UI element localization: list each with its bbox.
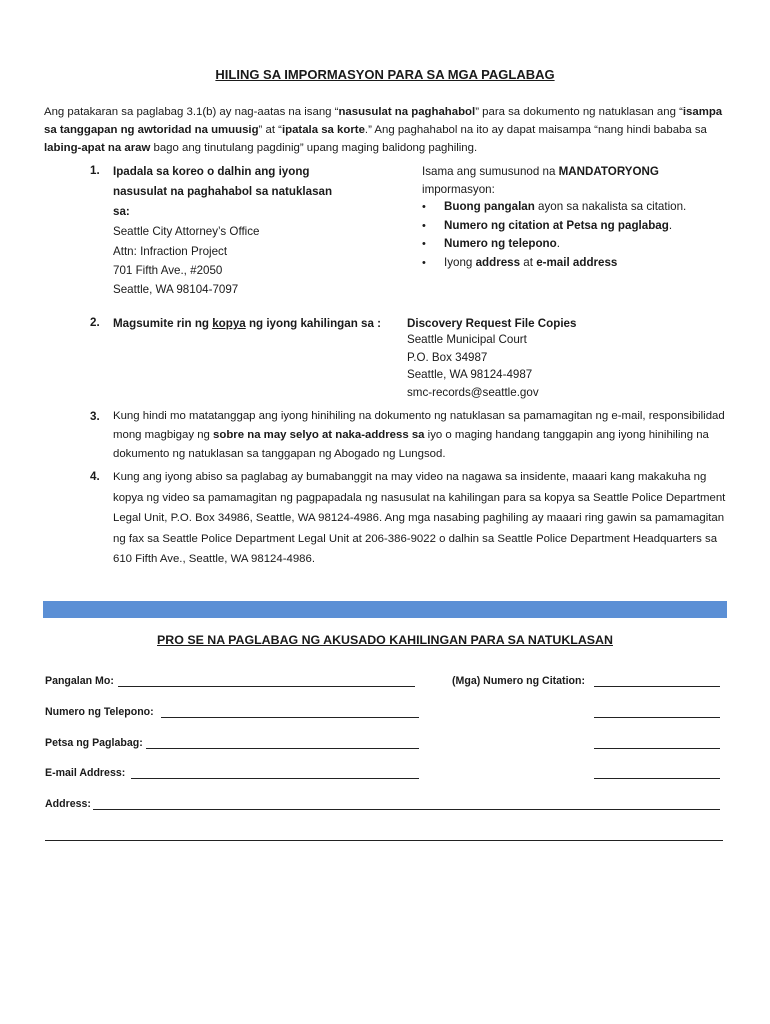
recipient-address: [407, 331, 539, 401]
recipient-line: P.O. Box 34987: [407, 350, 488, 364]
list-item: [422, 235, 686, 254]
bullet-icon: •: [422, 256, 426, 269]
bullet-text: .: [668, 218, 673, 232]
bullet-bold: Buong pangalan: [444, 200, 535, 213]
address-field-line-2[interactable]: [45, 840, 723, 841]
item-2-label-text: ng iyong kahilingan sa :: [245, 317, 381, 330]
recipient-email: smc-records@seattle.gov: [407, 385, 539, 399]
item-3-bold: sobre na may selyo at naka-address sa: [213, 429, 425, 441]
bullet-icon: •: [422, 201, 426, 213]
citation-field-extra[interactable]: [594, 748, 720, 749]
phone-label: Numero ng Telepono:: [45, 706, 154, 718]
citation-label: (Mga) Numero ng Citation:: [452, 675, 585, 687]
intro-bold-term: ipatala sa korte: [281, 124, 365, 136]
bullet-bold: Numero ng telepono: [444, 237, 557, 250]
intro-bold-term: labing-apat na araw: [44, 142, 151, 154]
phone-field[interactable]: [161, 717, 419, 718]
item-3-text: Kung hindi mo matatanggap ang iyong hinihiling na dokumento ng natuklasan sa pamamagitan ng e-mail, responsibilidad mong magbigay ng: [113, 410, 725, 441]
item-1-heading-line: Ipadala sa koreo o dalhin ang iyong: [113, 165, 310, 178]
item-2-label-underlined: kopya: [212, 317, 246, 330]
item-1-number: 1.: [90, 164, 100, 177]
mandatory-intro-line2: impormasyon:: [422, 183, 495, 196]
item-1-heading-line: nasusulat na paghahabol sa natuklasan: [113, 185, 333, 198]
item-1-address-line: Seattle City Attorney’s Office: [113, 225, 260, 238]
intro-text: ” at “: [258, 124, 282, 136]
citation-field-extra[interactable]: [594, 778, 720, 779]
form-title: PRO SE NA PAGLABAG NG AKUSADO KAHILINGAN PARA SA NATUKLASAN: [157, 633, 613, 647]
intro-bold-term: isampa sa tanggapan ng awtoridad na umuusig: [44, 106, 723, 136]
item-4-paragraph: Kung ang iyong abiso sa paglabag ay bumabanggit na may video na nagawa sa insidente, maaari kang makakuha ng kopya ng video sa pamamagitan ng pagpapadala ng nasusulat na kahilingan para sa kopya sa Seattle Police Department Legal Unit, P.O. Box 34986, Seattle, WA 98124-4986. Ang mga nasabing paghiling ay maaari ring gawin sa pamamagitan ng fax sa Seattle Police Department Legal Unit at 206-386-9022 o dalhin sa Seattle Police Department Headquarters sa 610 Fifth Ave., Seattle, WA 98124-4986.: [113, 471, 726, 565]
mandatory-list: [422, 198, 686, 272]
bullet-text: ayon sa nakalista sa citation.: [534, 200, 687, 213]
mandatory-intro: [422, 162, 659, 181]
item-2-number: 2.: [90, 316, 100, 329]
intro-text: bago ang tinutulang pagdinig” upang maging balidong paghiling.: [150, 142, 478, 154]
address-label: Address:: [45, 798, 91, 810]
bullet-text: at: [520, 255, 537, 269]
item-2-label-text: Magsumite rin ng: [113, 317, 213, 330]
bullet-text: Iyong: [444, 255, 476, 269]
email-label: E-mail Address:: [45, 767, 126, 779]
item-1-heading-line: sa:: [113, 205, 130, 218]
list-item: [422, 254, 686, 273]
recipient-line: Seattle Municipal Court: [407, 333, 527, 346]
name-field[interactable]: [118, 686, 415, 687]
intro-text: ” para sa dokumento ng natuklasan ang “: [475, 106, 683, 118]
citation-field-extra[interactable]: [594, 717, 720, 718]
item-2-label: [113, 314, 381, 333]
recipient-line: Seattle, WA 98124-4987: [407, 368, 533, 381]
intro-bold-term: nasusulat na paghahabol: [338, 106, 476, 118]
item-1-address-line: 701 Fifth Ave., #2050: [113, 264, 223, 277]
intro-paragraph: [44, 103, 734, 157]
item-3-number: 3.: [90, 410, 100, 423]
recipient-title: Discovery Request File Copies: [407, 317, 577, 330]
violation-date-field[interactable]: [146, 748, 419, 749]
email-field[interactable]: [131, 778, 419, 779]
item-1-address-line: Attn: Infraction Project: [113, 245, 228, 258]
list-item: [422, 217, 686, 236]
mandatory-intro-bold: MANDATORYONG: [558, 165, 659, 178]
document-title: HILING SA IMPORMASYON PARA SA MGA PAGLABAG: [215, 67, 555, 82]
intro-text: .” Ang paghahabol na ito ay dapat maisampa “nang hindi bababa sa: [364, 124, 707, 136]
bullet-bold: address: [475, 255, 521, 269]
intro-text: Ang patakaran sa paglabag 3.1(b) ay nag-aatas na isang “: [44, 106, 339, 118]
section-divider-band: [43, 601, 727, 618]
name-label: Pangalan Mo:: [45, 675, 114, 687]
item-3-paragraph: [113, 407, 733, 464]
item-1-address-line: Seattle, WA 98104-7097: [113, 283, 239, 296]
item-3-text: iyo o maging handang tanggapin ang iyong hinihiling na dokumento ng natuklasan sa tanggapan ng Abogado ng Lungsod.: [113, 429, 709, 460]
bullet-bold: e-mail address: [536, 255, 618, 269]
mandatory-intro-text: Isama ang sumusunod na: [422, 165, 559, 178]
citation-field[interactable]: [594, 686, 720, 687]
list-item: [422, 198, 686, 217]
bullet-text: .: [556, 237, 560, 250]
address-field[interactable]: [93, 809, 720, 810]
bullet-icon: •: [422, 219, 426, 232]
item-4-number: 4.: [90, 470, 100, 483]
violation-date-label: Petsa ng Paglabag:: [45, 737, 143, 749]
bullet-icon: •: [422, 238, 426, 250]
bullet-bold: Numero ng citation at Petsa ng paglabag: [444, 218, 669, 232]
